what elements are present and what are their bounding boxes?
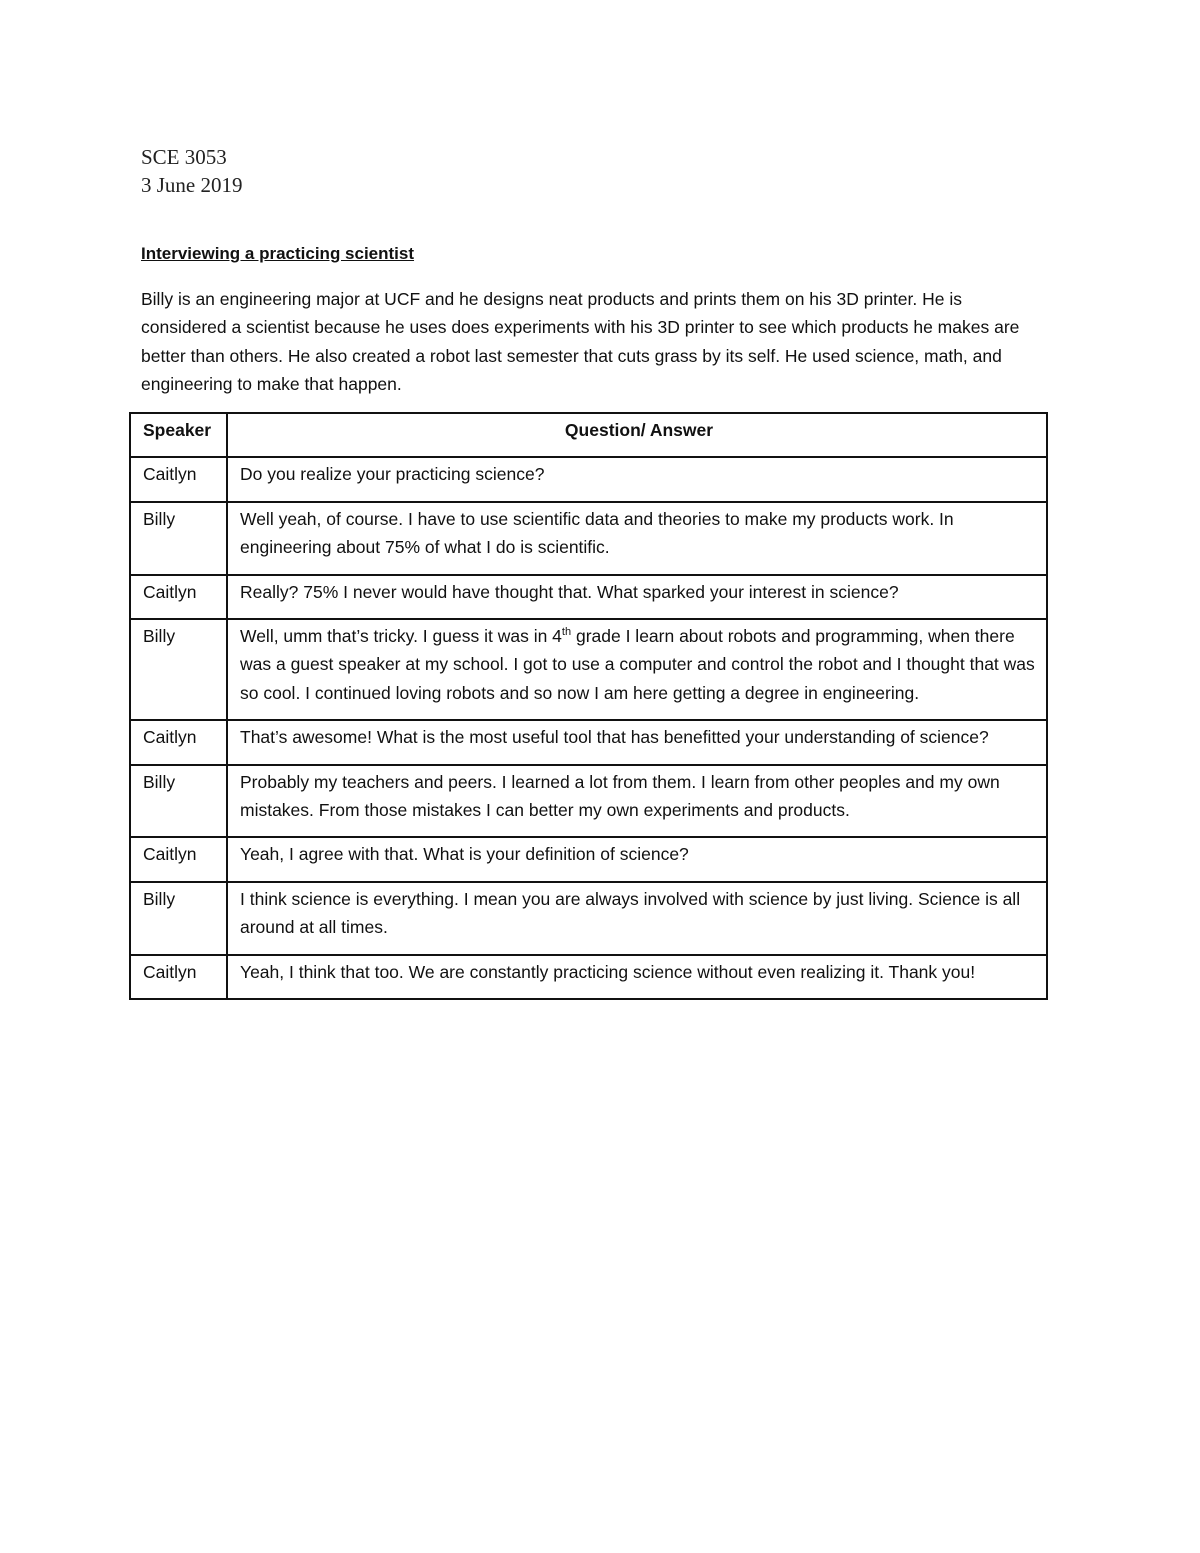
table-row <box>130 955 1047 999</box>
document-date: 3 June 2019 <box>141 173 243 197</box>
speaker-cell: Caitlyn <box>130 457 227 501</box>
speaker-cell: Caitlyn <box>130 720 227 764</box>
speaker-cell: Billy <box>130 765 227 838</box>
qa-cell: That’s awesome! What is the most useful tool that has benefitted your understanding of science? <box>227 720 1047 764</box>
qa-cell: Yeah, I think that too. We are constantly practicing science without even realizing it. Thank you! <box>227 955 1047 999</box>
qa-text-part: grade I learn about robots and programming, when there was a guest speaker at my school. I got to use a computer and control the robot and I thought that was so cool. I continued loving robots and so now I am here getting a degree in engineering. <box>240 626 1035 703</box>
document-title: Interviewing a practicing scientist <box>141 244 415 263</box>
table-row <box>130 457 1047 501</box>
qa-cell: Yeah, I agree with that. What is your definition of science? <box>227 837 1047 881</box>
qa-cell <box>227 619 1047 720</box>
intro-paragraph: Billy is an engineering major at UCF and he designs neat products and prints them on his 3D printer. He is considered a scientist because he uses does experiments with his 3D printer to see which products he makes are better than others. He also created a robot last semester that cuts grass by its self. He used science, math, and engineering to make that happen. <box>141 289 1020 395</box>
table-row <box>130 502 1047 575</box>
qa-text-part: Well, umm that’s tricky. I guess it was in 4 <box>240 626 562 647</box>
ordinal-suffix: th <box>561 626 572 639</box>
table-row <box>130 575 1047 619</box>
qa-cell: Do you realize your practicing science? <box>227 457 1047 501</box>
table-row <box>130 720 1047 764</box>
speaker-cell: Billy <box>130 502 227 575</box>
table-header-row <box>130 413 1047 457</box>
qa-cell: Well yeah, of course. I have to use scientific data and theories to make my products work. In engineering about 75% of what I do is scientific. <box>227 502 1047 575</box>
speaker-column-header: Speaker <box>130 413 227 457</box>
speaker-cell: Billy <box>130 882 227 955</box>
qa-cell: Really? 75% I never would have thought that. What sparked your interest in science? <box>227 575 1047 619</box>
speaker-cell: Caitlyn <box>130 955 227 999</box>
table-row <box>130 765 1047 838</box>
course-code: SCE 3053 <box>141 145 227 169</box>
qa-column-header: Question/ Answer <box>227 413 1047 457</box>
table-row <box>130 837 1047 881</box>
qa-cell: I think science is everything. I mean you are always involved with science by just living. Science is all around at all times. <box>227 882 1047 955</box>
speaker-cell: Billy <box>130 619 227 720</box>
interview-table <box>129 412 1048 1000</box>
qa-cell: Probably my teachers and peers. I learned a lot from them. I learn from other peoples and my own mistakes. From those mistakes I can better my own experiments and products. <box>227 765 1047 838</box>
table-row <box>130 882 1047 955</box>
table-row <box>130 619 1047 720</box>
speaker-cell: Caitlyn <box>130 575 227 619</box>
speaker-cell: Caitlyn <box>130 837 227 881</box>
